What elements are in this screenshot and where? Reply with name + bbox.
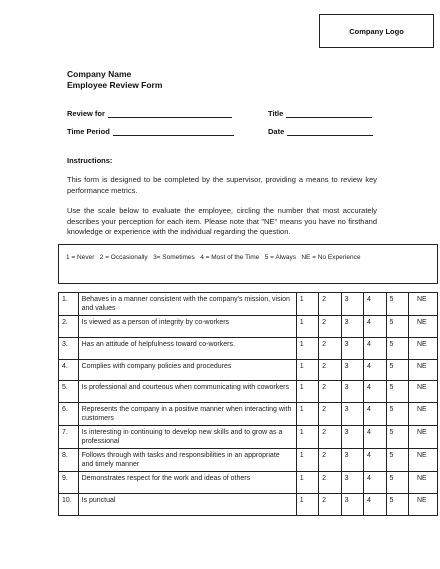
table-row — [59, 449, 438, 472]
rating-option-3[interactable]: 3 — [341, 359, 363, 381]
company-logo-box — [319, 14, 434, 48]
title-label: Title — [268, 109, 284, 118]
rating-option-3[interactable]: 3 — [341, 337, 363, 359]
rating-option-3[interactable]: 3 — [341, 381, 363, 403]
row-number: 2. — [59, 316, 79, 338]
rating-option-ne[interactable]: NE — [408, 403, 437, 426]
review-criterion: Represents the company in a positive manner when interacting with customers — [78, 403, 296, 426]
review-for-field[interactable] — [67, 109, 232, 118]
rating-option-ne[interactable]: NE — [408, 381, 437, 403]
rating-option-4[interactable]: 4 — [364, 449, 386, 472]
rating-option-5[interactable]: 5 — [386, 293, 408, 316]
row-number: 6. — [59, 403, 79, 426]
rating-option-3[interactable]: 3 — [341, 472, 363, 494]
rating-option-2[interactable]: 2 — [319, 426, 341, 449]
rating-option-1[interactable]: 1 — [296, 316, 318, 338]
company-logo-label: Company Logo — [349, 26, 404, 36]
rating-option-ne[interactable]: NE — [408, 493, 437, 515]
table-row — [59, 493, 438, 515]
table-row — [59, 293, 438, 316]
rating-option-5[interactable]: 5 — [386, 337, 408, 359]
time-period-line[interactable] — [113, 128, 234, 136]
rating-option-2[interactable]: 2 — [319, 316, 341, 338]
rating-option-4[interactable]: 4 — [364, 359, 386, 381]
rating-option-ne[interactable]: NE — [408, 337, 437, 359]
rating-option-1[interactable]: 1 — [296, 426, 318, 449]
rating-option-ne[interactable]: NE — [408, 316, 437, 338]
row-number: 5. — [59, 381, 79, 403]
review-criterion: Is interesting in continuing to develop new skills and to grow as a professional — [78, 426, 296, 449]
rating-option-1[interactable]: 1 — [296, 381, 318, 403]
row-number: 4. — [59, 359, 79, 381]
rating-option-5[interactable]: 5 — [386, 449, 408, 472]
rating-option-3[interactable]: 3 — [341, 426, 363, 449]
rating-option-3[interactable]: 3 — [341, 493, 363, 515]
rating-option-2[interactable]: 2 — [319, 359, 341, 381]
row-number: 8. — [59, 449, 79, 472]
rating-option-ne[interactable]: NE — [408, 472, 437, 494]
review-criterion: Has an attitude of helpfulness toward co-workers. — [78, 337, 296, 359]
rating-option-5[interactable]: 5 — [386, 472, 408, 494]
rating-option-1[interactable]: 1 — [296, 293, 318, 316]
rating-option-5[interactable]: 5 — [386, 381, 408, 403]
date-label: Date — [268, 127, 285, 136]
rating-option-2[interactable]: 2 — [319, 293, 341, 316]
review-criterion: Is punctual — [78, 493, 296, 515]
rating-option-ne[interactable]: NE — [408, 449, 437, 472]
review-criterion: Behaves in a manner consistent with the company's mission, vision and values — [78, 293, 296, 316]
rating-option-1[interactable]: 1 — [296, 493, 318, 515]
review-criterion: Is viewed as a person of integrity by co-workers — [78, 316, 296, 338]
date-line[interactable] — [287, 128, 373, 136]
rating-option-4[interactable]: 4 — [364, 381, 386, 403]
table-row — [59, 426, 438, 449]
rating-option-4[interactable]: 4 — [364, 316, 386, 338]
rating-option-1[interactable]: 1 — [296, 337, 318, 359]
time-period-field[interactable] — [67, 127, 234, 136]
table-row — [59, 381, 438, 403]
rating-option-ne[interactable]: NE — [408, 293, 437, 316]
rating-option-3[interactable]: 3 — [341, 449, 363, 472]
rating-option-5[interactable]: 5 — [386, 493, 408, 515]
review-for-line[interactable] — [108, 110, 232, 118]
table-row — [59, 403, 438, 426]
rating-option-1[interactable]: 1 — [296, 403, 318, 426]
row-number: 9. — [59, 472, 79, 494]
rating-option-4[interactable]: 4 — [364, 493, 386, 515]
title-field[interactable] — [268, 109, 372, 118]
instructions-paragraph-1: This form is designed to be completed by the supervisor, providing a means to review key performance metrics. — [67, 175, 377, 195]
rating-option-1[interactable]: 1 — [296, 359, 318, 381]
review-criterion: Demonstrates respect for the work and ideas of others — [78, 472, 296, 494]
rating-option-2[interactable]: 2 — [319, 472, 341, 494]
rating-option-4[interactable]: 4 — [364, 426, 386, 449]
table-row — [59, 359, 438, 381]
review-criterion: Follows through with tasks and responsibilities in an appropriate and timely manner — [78, 449, 296, 472]
instructions-paragraph-2: Use the scale below to evaluate the employee, circling the number that most accurately describes your perception for each item. Please note that "NE" means you have no firsthand knowledge or experience with the individual regarding the question. — [67, 206, 377, 236]
rating-option-1[interactable]: 1 — [296, 449, 318, 472]
row-number: 10. — [59, 493, 79, 515]
rating-option-2[interactable]: 2 — [319, 493, 341, 515]
review-for-label: Review for — [67, 109, 105, 118]
rating-option-2[interactable]: 2 — [319, 449, 341, 472]
rating-option-2[interactable]: 2 — [319, 381, 341, 403]
review-table — [58, 292, 438, 516]
rating-option-5[interactable]: 5 — [386, 403, 408, 426]
title-line[interactable] — [286, 110, 372, 118]
review-criterion: Complies with company policies and procedures — [78, 359, 296, 381]
rating-option-3[interactable]: 3 — [341, 316, 363, 338]
table-row — [59, 337, 438, 359]
rating-option-5[interactable]: 5 — [386, 359, 408, 381]
row-number: 1. — [59, 293, 79, 316]
rating-option-5[interactable]: 5 — [386, 426, 408, 449]
rating-option-2[interactable]: 2 — [319, 337, 341, 359]
company-name: Company Name — [67, 69, 132, 79]
rating-option-ne[interactable]: NE — [408, 359, 437, 381]
rating-scale-legend: 1 = Never 2 = Occasionally 3= Sometimes 4 = Most of the Time 5 = Always NE = No Experience — [58, 244, 438, 284]
table-row — [59, 316, 438, 338]
rating-option-4[interactable]: 4 — [364, 403, 386, 426]
table-row — [59, 472, 438, 494]
rating-option-ne[interactable]: NE — [408, 426, 437, 449]
form-title: Employee Review Form — [67, 80, 163, 90]
rating-option-2[interactable]: 2 — [319, 403, 341, 426]
date-field[interactable] — [268, 127, 373, 136]
rating-option-3[interactable]: 3 — [341, 403, 363, 426]
rating-option-3[interactable]: 3 — [341, 293, 363, 316]
rating-option-4[interactable]: 4 — [364, 337, 386, 359]
row-number: 3. — [59, 337, 79, 359]
rating-option-4[interactable]: 4 — [364, 472, 386, 494]
rating-option-1[interactable]: 1 — [296, 472, 318, 494]
time-period-label: Time Period — [67, 127, 110, 136]
row-number: 7. — [59, 426, 79, 449]
rating-option-5[interactable]: 5 — [386, 316, 408, 338]
instructions-heading: Instructions: — [67, 156, 113, 165]
review-criterion: Is professional and courteous when communicating with coworkers — [78, 381, 296, 403]
rating-option-4[interactable]: 4 — [364, 293, 386, 316]
